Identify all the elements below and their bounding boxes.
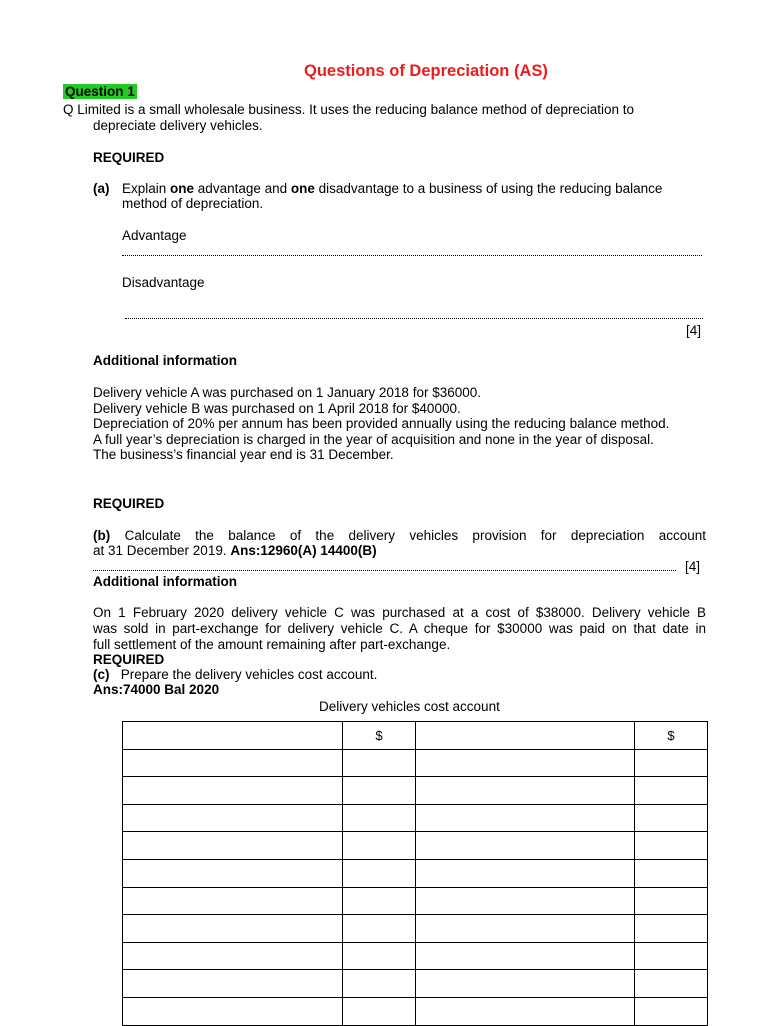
table-cell[interactable]	[123, 915, 343, 943]
table-row	[123, 859, 708, 887]
table-cell[interactable]	[343, 859, 416, 887]
part-a-text: Explain	[122, 181, 171, 196]
table-cell[interactable]	[343, 749, 416, 777]
table-cell[interactable]	[635, 915, 708, 943]
table-cell[interactable]	[416, 832, 635, 860]
intro-line-2: depreciate delivery vehicles.	[93, 118, 263, 133]
additional-info-heading: Additional information	[93, 353, 237, 368]
table-cell[interactable]	[123, 887, 343, 915]
table-cell[interactable]	[635, 777, 708, 805]
part-a-text: disadvantage to a business of using the reducing balance	[314, 181, 663, 196]
table-cell[interactable]	[123, 749, 343, 777]
info-line: Delivery vehicle A was purchased on 1 January 2018 for $36000.	[93, 385, 481, 400]
table-cell[interactable]	[416, 997, 635, 1025]
table-cell[interactable]	[343, 942, 416, 970]
table-cell[interactable]	[416, 887, 635, 915]
info-line: The business’s financial year end is 31 December.	[93, 447, 394, 462]
table-cell[interactable]	[635, 832, 708, 860]
advantage-label: Advantage	[122, 228, 187, 243]
part-a-line-2: method of depreciation.	[122, 196, 264, 211]
table-cell[interactable]	[343, 887, 416, 915]
part-c-text: Prepare the delivery vehicles cost account.	[120, 667, 378, 682]
table-cell[interactable]	[416, 777, 635, 805]
table-cell[interactable]	[416, 749, 635, 777]
info2-line: On 1 February 2020 delivery vehicle C was purchased at a cost of $38000. Delivery vehicle B	[93, 605, 706, 620]
part-b-answer-line[interactable]	[93, 570, 676, 571]
part-b-line-1	[93, 528, 706, 544]
part-b-letter: (b)	[93, 528, 111, 543]
table-cell[interactable]	[635, 804, 708, 832]
table-cell[interactable]	[343, 915, 416, 943]
part-b-answer: Ans:12960(A) 14400(B)	[230, 543, 377, 558]
table-cell[interactable]	[416, 804, 635, 832]
table-cell[interactable]	[123, 970, 343, 998]
table-row	[123, 749, 708, 777]
intro-line-1: Q Limited is a small wholesale business. It uses the reducing balance method of depreciation to	[63, 102, 635, 117]
table-cell[interactable]	[123, 832, 343, 860]
table-cell[interactable]	[343, 777, 416, 805]
info-line: Delivery vehicle B was purchased on 1 April 2018 for $40000.	[93, 401, 461, 416]
table-cell[interactable]	[343, 832, 416, 860]
part-a-marks: [4]	[686, 323, 702, 338]
table-row	[123, 942, 708, 970]
additional-info-heading-2: Additional information	[93, 574, 237, 589]
table-row	[123, 997, 708, 1025]
currency-header-left: $	[343, 722, 416, 750]
table-cell[interactable]	[635, 749, 708, 777]
part-a-letter: (a)	[93, 181, 110, 196]
currency-header-right: $	[635, 722, 708, 750]
part-a-bold-one: one	[290, 181, 315, 196]
table-cell[interactable]	[416, 915, 635, 943]
table-cell[interactable]	[123, 777, 343, 805]
advantage-answer-line[interactable]	[122, 255, 702, 256]
table-cell[interactable]	[416, 970, 635, 998]
info2-line: was sold in part-exchange for delivery vehicle C. A cheque for $30000 was paid on that date in	[93, 621, 706, 636]
part-b-marks: [4]	[685, 559, 701, 574]
part-a-text: advantage and	[194, 181, 291, 196]
part-b-text: at 31 December 2019.	[93, 543, 231, 558]
table-cell[interactable]	[416, 942, 635, 970]
table-cell[interactable]	[635, 859, 708, 887]
disadvantage-answer-line[interactable]	[125, 318, 703, 319]
disadvantage-label: Disadvantage	[122, 275, 205, 290]
table-cell[interactable]	[123, 859, 343, 887]
info-line: Depreciation of 20% per annum has been provided annually using the reducing balance method.	[93, 416, 670, 431]
part-c-line	[93, 667, 377, 683]
table-cell[interactable]	[635, 942, 708, 970]
table-cell[interactable]	[343, 804, 416, 832]
cost-account-table	[122, 721, 708, 1026]
table-row	[123, 915, 708, 943]
table-cell[interactable]	[343, 970, 416, 998]
table-cell[interactable]	[635, 887, 708, 915]
table-header-row	[123, 722, 708, 750]
required-heading-b: REQUIRED	[93, 496, 165, 511]
required-heading-c: REQUIRED	[93, 652, 165, 667]
question-highlight: Question 1	[65, 84, 135, 99]
required-heading-a: REQUIRED	[93, 150, 165, 165]
page-title: Questions of Depreciation (AS)	[304, 62, 548, 80]
table-cell[interactable]	[635, 970, 708, 998]
table-cell[interactable]	[416, 859, 635, 887]
table-row	[123, 832, 708, 860]
table-cell[interactable]	[123, 997, 343, 1025]
table-cell[interactable]	[635, 997, 708, 1025]
table-title: Delivery vehicles cost account	[319, 699, 500, 714]
table-row	[123, 804, 708, 832]
info-line: A full year’s depreciation is charged in the year of acquisition and none in the year of disposal.	[93, 432, 654, 447]
question-label	[63, 84, 137, 100]
table-cell[interactable]	[123, 722, 343, 750]
table-row	[123, 970, 708, 998]
table-cell[interactable]	[416, 722, 635, 750]
part-a-bold-one: one	[170, 181, 195, 196]
table-cell[interactable]	[123, 804, 343, 832]
table-cell[interactable]	[343, 997, 416, 1025]
part-b-text: Calculate the balance of the delivery vehicles provision for depreciation account	[124, 528, 706, 543]
part-b-line-2	[93, 543, 377, 559]
info2-line: full settlement of the amount remaining after part-exchange.	[93, 637, 451, 652]
table-cell[interactable]	[123, 942, 343, 970]
part-a-question	[122, 181, 662, 197]
table-row	[123, 777, 708, 805]
part-c-letter: (c)	[93, 667, 110, 682]
table-row	[123, 887, 708, 915]
part-c-answer: Ans:74000 Bal 2020	[93, 682, 220, 697]
